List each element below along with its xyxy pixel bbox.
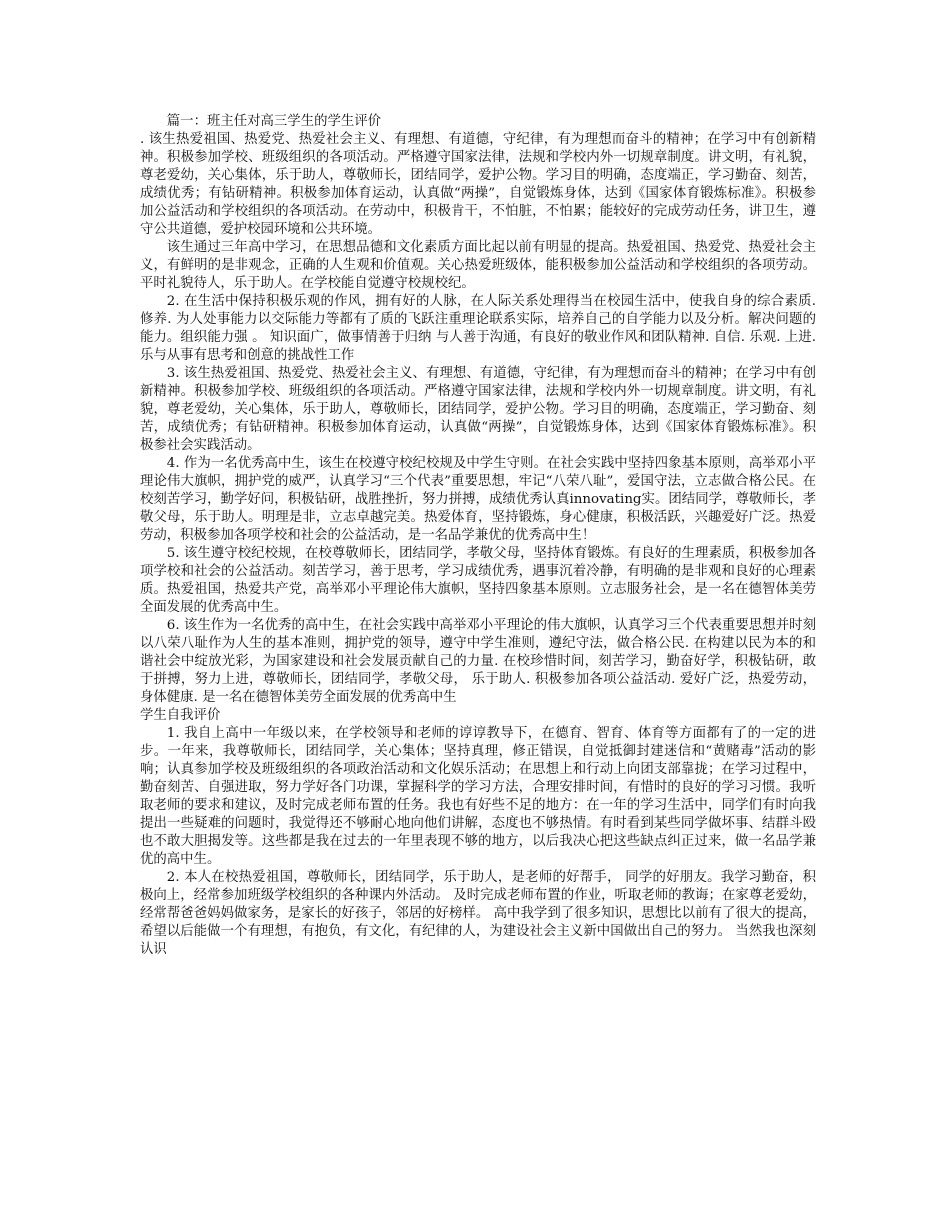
teacher-paragraph-1: . 该生热爱祖国、热爱党、热爱社会主义、有理想、有道德，守纪律，有为理想而奋斗的精神；在学习中有创新精神。积极参加学校、班级组织的各项活动。严格遵守国家法律，法规和学校内外一切规章制度。讲文明，有礼貌，尊老爱幼，关心集体，乐于助人，尊敬师长，团结同学，爱护公物。学习目的明确，态度端正，学习勤奋、刻苦，成绩优秀；有钻研精神。积极参加体育运动，认真做“两操”，自觉锻炼身体，达到《国家体育锻炼标准》。积极参加公益活动和学校组织的各项活动。在劳动中，积极肯干，不怕脏，不怕累；能较好的完成劳动任务，讲卫生，遵守公共道德，爱护校园环境和公共环境。	[140, 132, 816, 237]
document-title: 篇一：班主任对高三学生的学生评价	[166, 114, 382, 129]
document-page	[140, 113, 816, 959]
teacher-paragraph-5: 4. 作为一名优秀高中生，该生在校遵守校纪校规及中学生守则。在社会实践中坚持四象基本原则，高举邓小平理论伟大旗帜，拥护党的威严，认真学习“三个代表”重要思想，牢记“八荣八耻”，爱国守法，立志做合格公民。在校刻苦学习，勤学好问，积极钻研，战胜挫折，努力拼搏，成绩优秀认真innovating实。团结同学，尊敬师长，孝敬父母，乐于助人。明理是非，立志卓越完美。热爱体育，坚持锻炼，身心健康，积极活跃，兴趣爱好广泛。热爱劳动，积极参加各项学校和社会的公益活动，是一名品学兼优的优秀高中生！	[140, 456, 816, 543]
self-eval-heading: 学生自我评价	[140, 708, 221, 723]
teacher-paragraph-4: 3. 该生热爱祖国、热爱党、热爱社会主义、有理想、有道德，守纪律，有为理想而奋斗的精神；在学习中有创新精神。积极参加学校、班级组织的各项活动。严格遵守国家法律，法规和学校内外一切规章制度。讲文明，有礼貌，尊老爱幼，关心集体，乐于助人，尊敬师长，团结同学，爱护公物。学习目的明确，态度端正，学习勤奋、刻苦，成绩优秀；有钻研精神。积极参加体育运动，认真做“两操”，自觉锻炼身体，达到《国家体育锻炼标准》。积极参社会实践活动。	[140, 366, 816, 453]
teacher-paragraph-7: 6. 该生作为一名优秀的高中生，在社会实践中高举邓小平理论的伟大旗帜，认真学习三个代表重要思想并时刻以八荣八耻作为人生的基本准则，拥护党的领导，遵守中学生准则，遵纪守法，做合格公民. 在构建以民为本的和谐社会中绽放光彩，为国家建设和社会发展贡献自己的力量. 在校珍惜时间，刻苦学习，勤奋好学，积极钻研，敢于拼搏，努力上进，尊敬师长，团结同学，孝敬父母， 乐于助人. 积极参加各项公益活动. 爱好广泛，热爱劳动，身体健康. 是一名在德智体美劳全面发展的优秀高中生	[140, 618, 816, 705]
self-eval-paragraph-1: 1. 我自上高中一年级以来，在学校领导和老师的谆谆教导下，在德育、智育、体育等方面都有了的一定的进步。一年来，我尊敬师长，团结同学，关心集体；坚持真理，修正错误，自觉抵御封建迷信和“黄赌毒”活动的影响；认真参加学校及班级组织的各项政治活动和文化娱乐活动；在思想上和行动上向团支部靠拢；在学习过程中，勤奋刻苦、自强进取，努力学好各门功课，掌握科学的学习方法，合理安排时间，有惜时的良好的学习习惯。我听取老师的要求和建议，及时完成老师布置的任务。我也有好些不足的地方：在一年的学习生活中，同学们有时向我提出一些疑难的问题时，我觉得还不够耐心地向他们讲解，态度也不够热情。有时看到某些同学做坏事、结群斗殴也不敢大胆揭发等。这些都是我在过去的一年里表现不够的地方，以后我决心把这些缺点纠正过来，做一名品学兼优的高中生。	[140, 726, 816, 867]
teacher-paragraph-3: 2. 在生活中保持积极乐观的作风，拥有好的人脉，在人际关系处理得当在校园生活中，使我自身的综合素质. 修养. 为人处事能力以交际能力等都有了质的飞跃注重理论联系实际，培养自己的自学能力以及分析。解决问题的能力。组织能力强 。 知识面广，做事情善于归纳 与人善于沟通，有良好的敬业作风和团队精神. 自信. 乐观. 上进. 乐与从事有思考和创意的挑战性工作	[140, 294, 816, 363]
teacher-paragraph-2: 该生通过三年高中学习，在思想品德和文化素质方面比起以前有明显的提高。热爱祖国、热爱党、热爱社会主义，有鲜明的是非观念，正确的人生观和价值观。关心热爱班级体，能积极参加公益活动和学校组织的各项劳动。平时礼貌待人，乐于助人。在学校能自觉遵守校规校纪。	[140, 240, 816, 291]
self-eval-paragraph-2: 2. 本人在校热爱祖国，尊敬师长，团结同学，乐于助人，是老师的好帮手， 同学的好朋友。我学习勤奋，积极向上，经常参加班级学校组织的各种课内外活动。 及时完成老师布置的作业，听取老师的教诲；在家尊老爱幼，经常帮爸爸妈妈做家务，是家长的好孩子，邻居的好榜样。 高中我学到了很多知识，思想比以前有了很大的提高，希望以后能做一个有理想，有抱负，有文化，有纪律的人，为建设社会主义新中国做出自己的努力。 当然我也深刻认识	[140, 870, 816, 957]
teacher-paragraph-6: 5. 该生遵守校纪校规，在校尊敬师长，团结同学，孝敬父母，坚持体育锻炼。有良好的生理素质，积极参加各项学校和社会的公益活动。刻苦学习，善于思考，学习成绩优秀，遇事沉着冷静，有明确的是非观和良好的心理素质。热爱祖国，热爱共产党，高举邓小平理论伟大旗帜，坚持四象基本原则。立志服务社会，是一名在德智体美劳全面发展的优秀高中生。	[140, 546, 816, 615]
